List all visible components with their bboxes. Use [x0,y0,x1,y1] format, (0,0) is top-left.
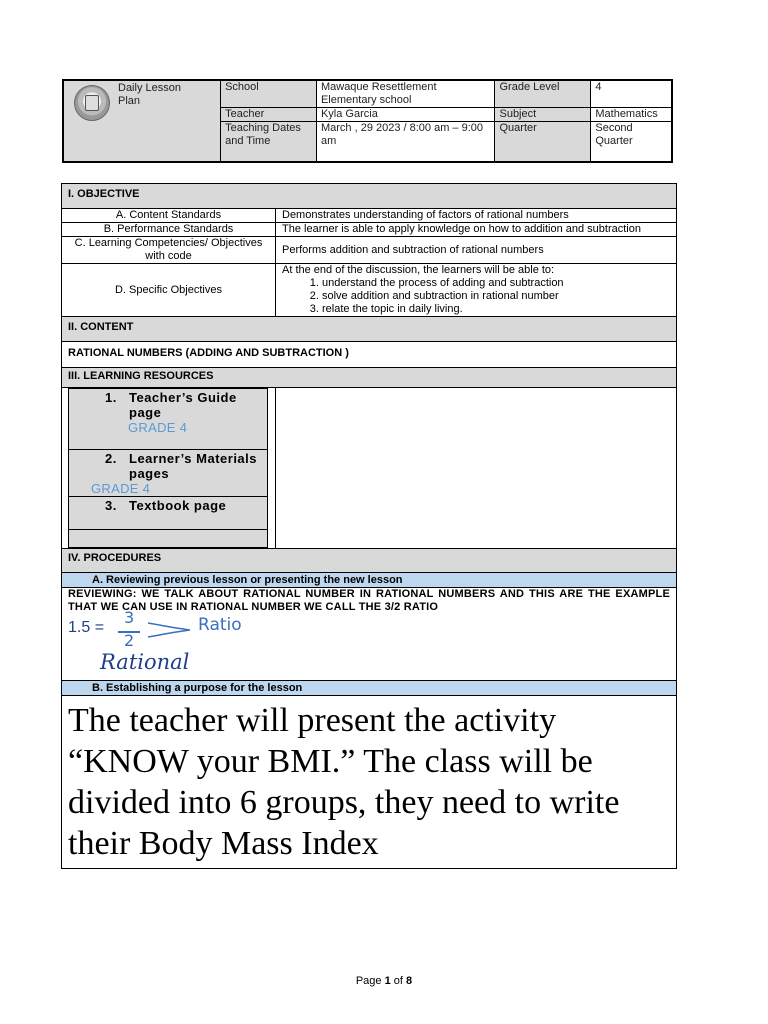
procedure-a-cell [62,588,677,681]
resource-item-blank [68,530,268,548]
page-number: 1 [384,975,391,987]
resource-num: 2. [105,451,117,466]
page-prefix: Page [355,975,385,987]
math-numerator: 3 [124,608,135,627]
grade-value: 4 [591,80,672,108]
teacher-value: Kyla Garcia [316,108,495,122]
plan-title: Daily Lesson Plan [118,82,181,107]
procedure-b-heading: B. Establishing a purpose for the lesson [62,681,677,696]
math-lhs: 1.5 = [68,619,105,636]
list-item: 1. understand the process of adding and subtraction [322,277,672,290]
procedure-a-text: REVIEWING: WE TALK ABOUT RATIONAL NUMBER IN RATIONAL NUMBERS AND THIS ARE THE EXAMPLE THAT WE CAN USE IN RATIONAL NUMBER WE CALL THE 3/2 RATIO [68,588,670,613]
list-item: 3. relate the topic in daily living. [322,303,672,316]
content-standards-value: Demonstrates understanding of factors of rational numbers [276,209,677,223]
resource-label: Textbook page [129,498,227,513]
subject-label: Subject [495,108,591,122]
specific-objectives-intro: At the end of the discussion, the learners will be able to: [282,264,555,276]
ratio-word: Ratio [198,615,242,635]
header-table [62,79,673,163]
math-denominator: 2 [124,631,135,650]
competencies-label: C. Learning Competencies/ Objectives with code [62,237,276,264]
content-topic: RATIONAL NUMBERS (ADDING AND SUBTRACTION ) [62,342,677,368]
ratio-illustration [68,608,670,680]
teacher-label: Teacher [221,108,317,122]
resource-item-1 [68,388,268,450]
resource-label: Learner’s Materials pages [129,451,258,481]
list-item: 2. solve addition and subtraction in rational number [322,290,672,303]
school-value: Mawaque Resettlement Elementary school [316,80,495,108]
resource-item-2 [68,450,268,497]
resources-right-cell [276,388,677,549]
competencies-value: Performs addition and subtraction of rational numbers [276,237,677,264]
specific-objectives-label: D. Specific Objectives [62,264,276,317]
procedures-heading: IV. PROCEDURES [62,549,677,573]
resource-item-3 [68,497,268,530]
resources-left-cell [62,388,276,549]
rational-word: Rational [100,650,190,674]
procedure-a-heading: A. Reviewing previous lesson or presenting the new lesson [62,573,677,588]
deped-seal-icon [74,85,110,121]
resource-grade: GRADE 4 [91,481,151,496]
dates-value: March , 29 2023 / 8:00 am – 9:00 am [316,122,495,162]
content-standards-label: A. Content Standards [62,209,276,223]
resource-label: Teacher’s Guide page [129,390,237,420]
specific-objectives-cell [276,264,677,317]
resource-num: 3. [105,498,117,513]
quarter-label: Quarter [495,122,591,162]
lesson-table [61,183,677,869]
performance-standards-value: The learner is able to apply knowledge on how to addition and subtraction [276,223,677,237]
resources-heading: III. LEARNING RESOURCES [62,368,677,388]
performance-standards-label: B. Performance Standards [62,223,276,237]
subject-value: Mathematics [591,108,672,122]
arrow-icon [146,619,194,641]
resource-grade: GRADE 4 [128,420,188,435]
specific-objectives-list [282,277,672,316]
school-label: School [221,80,317,108]
procedure-b-text: The teacher will present the activity “KNOW your BMI.” The class will be divided into 6 groups, they need to write their Body Mass Index [62,696,677,869]
page-total: 8 [406,975,413,987]
header-title-cell [63,80,221,162]
objective-heading: I. OBJECTIVE [62,184,677,209]
resource-num: 1. [105,390,117,405]
page-of: of [390,975,407,987]
grade-label: Grade Level [495,80,591,108]
quarter-value: Second Quarter [591,122,672,162]
content-heading: II. CONTENT [62,317,677,342]
dates-label: Teaching Dates and Time [221,122,317,162]
page-footer [0,975,768,987]
